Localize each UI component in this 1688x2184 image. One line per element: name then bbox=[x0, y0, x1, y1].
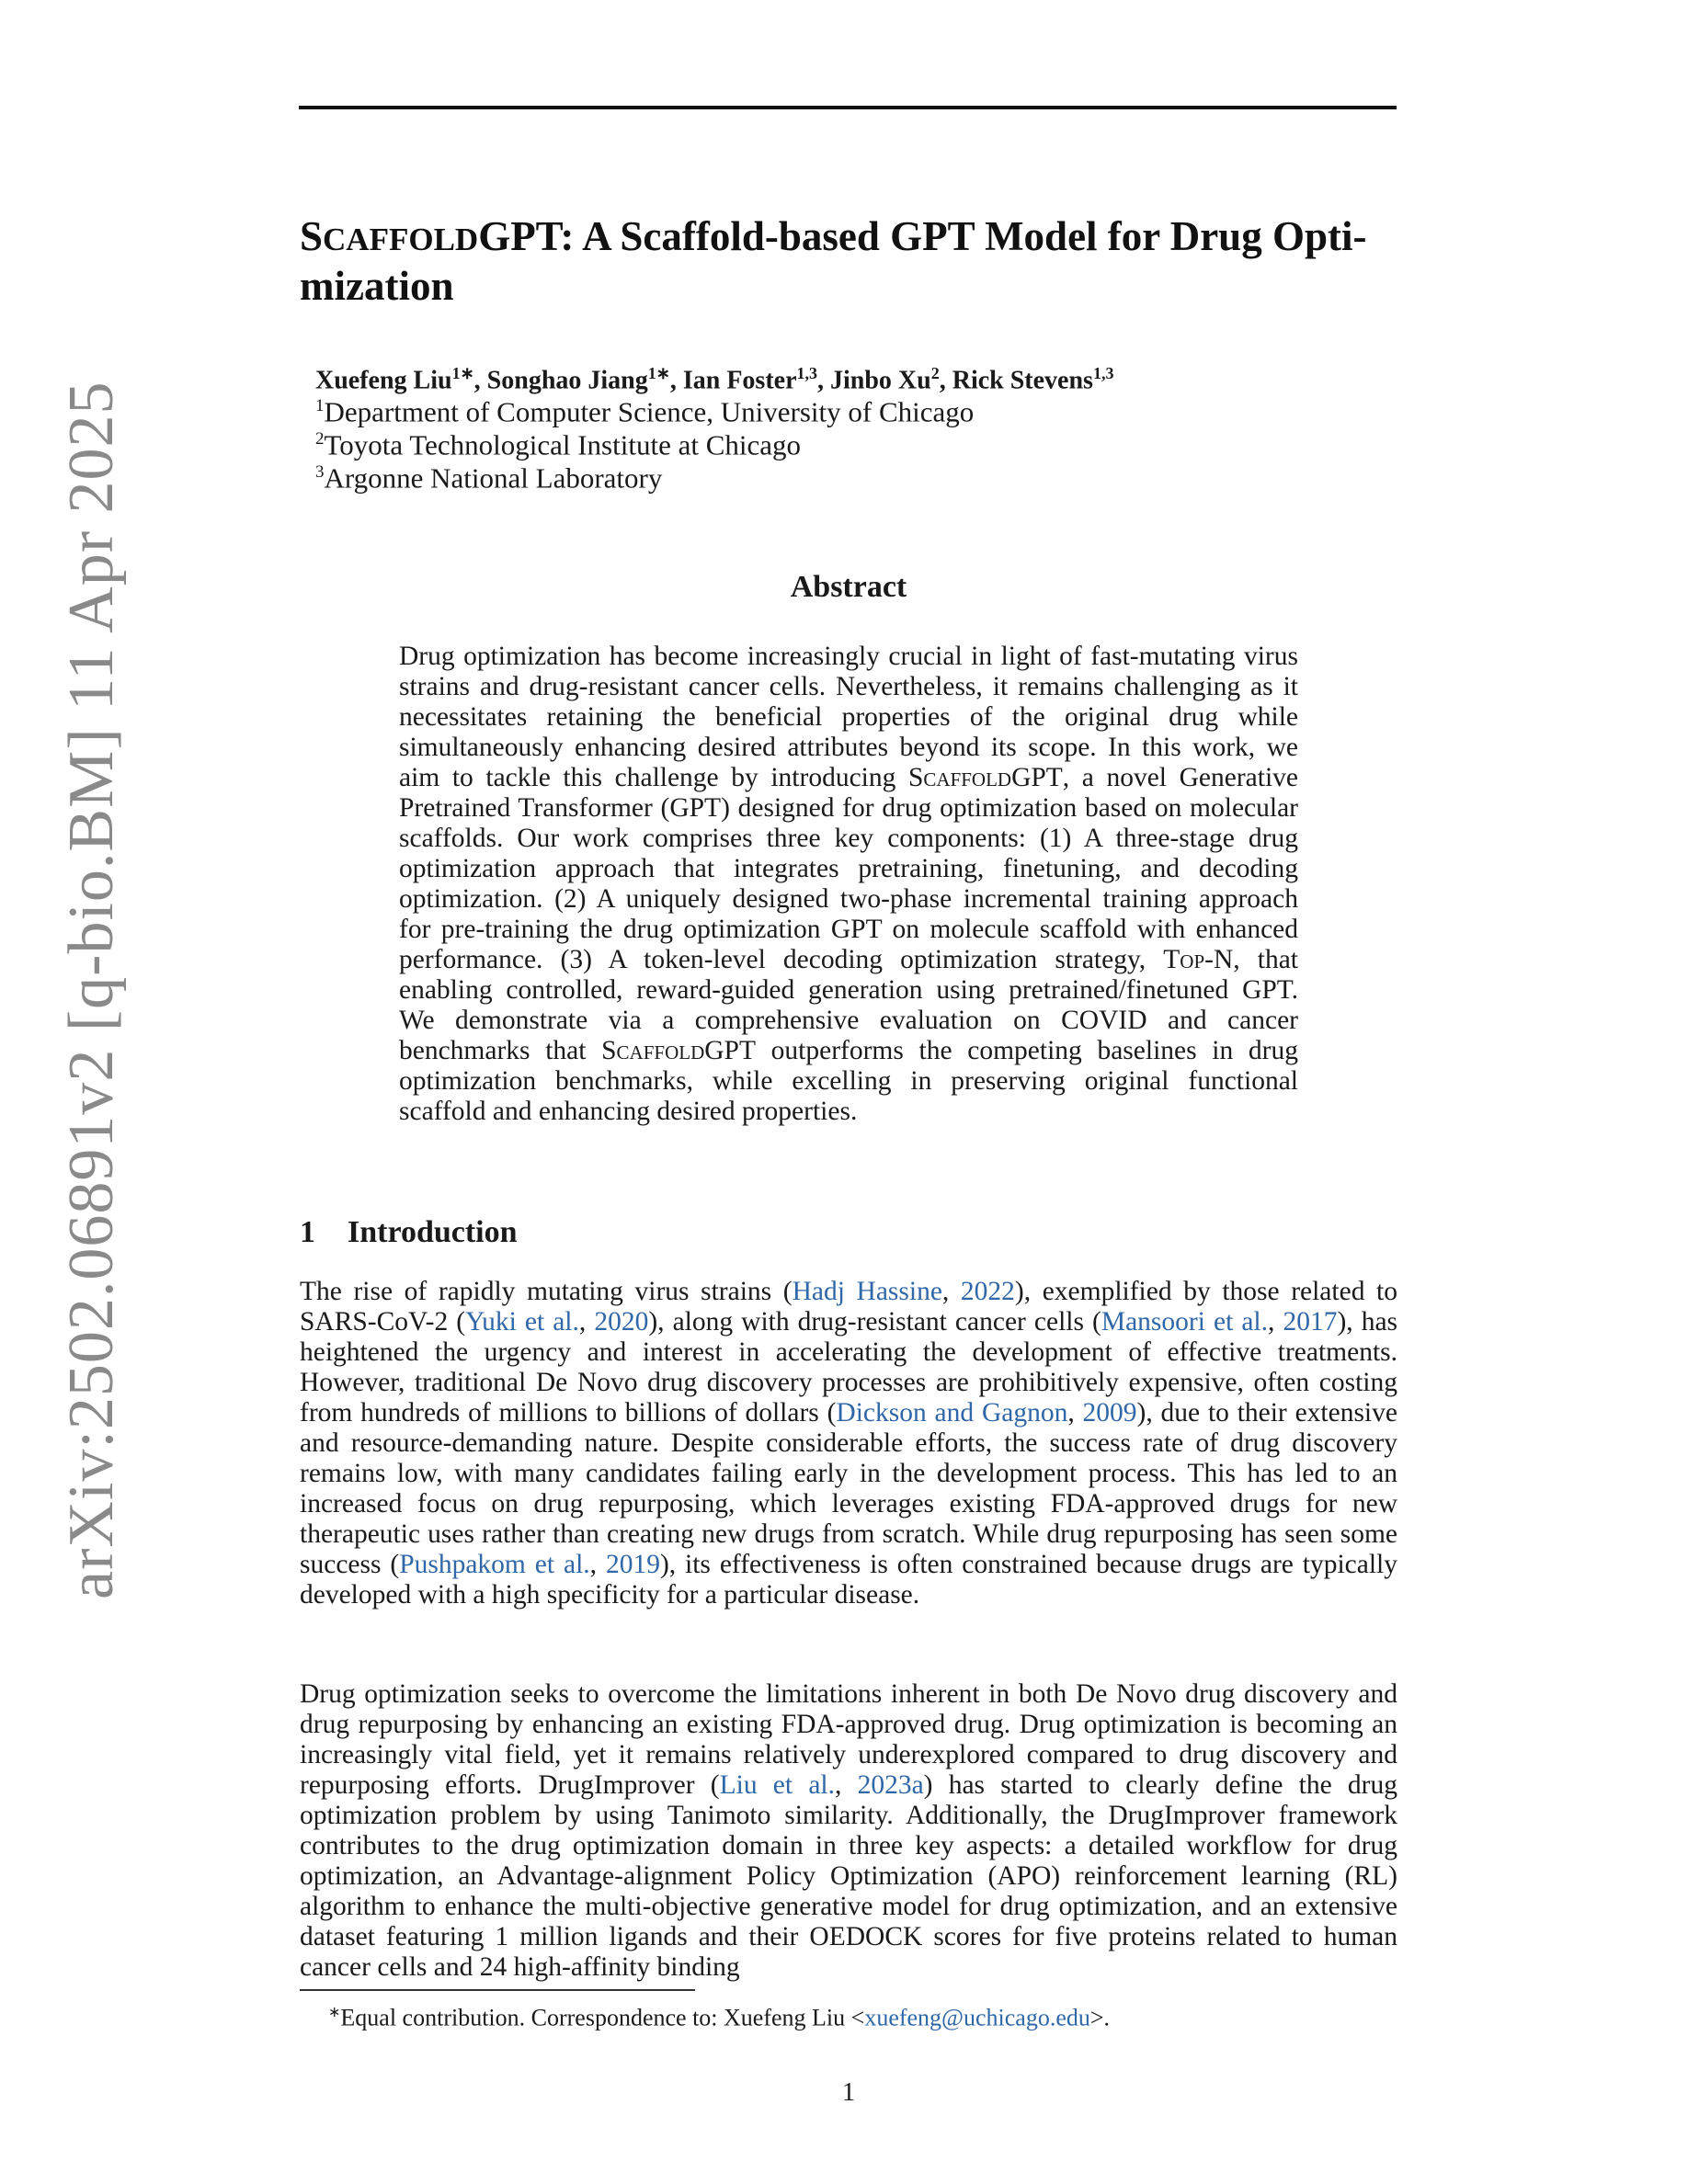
title-main: GPT: A Scaffold-based GPT Model for Drug Opti- bbox=[478, 213, 1367, 259]
arxiv-stamp: arXiv:2502.06891v2 [q-bio.BM] 11 Apr 2025 bbox=[56, 381, 127, 1599]
affiliation-text: Argonne National Laboratory bbox=[324, 461, 663, 495]
author-sup: 1∗ bbox=[647, 364, 670, 382]
citation-sep: , bbox=[1268, 1307, 1283, 1337]
citation-year-link[interactable]: 2022 bbox=[960, 1277, 1015, 1306]
abstract-heading: Abstract bbox=[790, 570, 907, 604]
footnote bbox=[328, 1999, 1395, 2032]
affiliation-sup: 2 bbox=[315, 429, 325, 449]
footnote-rule bbox=[300, 1989, 695, 1991]
top-rule bbox=[299, 106, 1397, 109]
body-paragraph bbox=[300, 1679, 1397, 1983]
author-name: Rick Stevens bbox=[952, 366, 1093, 395]
citation-link[interactable]: Mansoori et al. bbox=[1101, 1307, 1268, 1337]
citation-sep: , bbox=[589, 1550, 606, 1579]
body-text: ), its effectiveness is often constrained because drugs are typically developed with a high specificity for a particular disease. bbox=[300, 1550, 1397, 1610]
citation-link[interactable]: Pushpakom et al. bbox=[399, 1550, 590, 1579]
title-sc-rest: CAFFOLD bbox=[323, 222, 479, 257]
author-sup: 1,3 bbox=[1092, 364, 1114, 382]
body-text: ), along with drug-resistant cancer cells ( bbox=[648, 1307, 1101, 1337]
body-text: The rise of rapidly mutating virus strains ( bbox=[300, 1277, 793, 1306]
citation-year-link[interactable]: 2020 bbox=[594, 1307, 649, 1337]
abstract-text: , a novel Generative Pretrained Transformer (GPT) designed for drug optimization based on molecular scaffolds. Our work comprises three key components: (1) A three-stage drug optimization approach that integrates pretraining, finetuning, and decoding optimization. (2) A uniquely designed two-phase incremental training approach for pre-training the drug optimization GPT on molecule scaffold with enhanced performance. (3) A token-level decoding optimization strategy, bbox=[399, 763, 1299, 974]
affiliation-sup: 3 bbox=[315, 462, 325, 482]
email-link[interactable]: xuefeng@uchicago.edu bbox=[864, 2004, 1090, 2031]
citation-link[interactable]: Dickson and Gagnon bbox=[836, 1398, 1068, 1428]
page-number: 1 bbox=[841, 2077, 856, 2107]
model-name: ScaffoldGPT bbox=[601, 1036, 756, 1065]
author-name: Songhao Jiang bbox=[486, 366, 648, 395]
citation-link[interactable]: Yuki et al. bbox=[465, 1307, 579, 1337]
title-line2: mization bbox=[300, 263, 454, 309]
body-text: ) has started to clearly define the drug optimization problem by using Tanimoto similarity. Additionally, the DrugImprover framework contributes to the drug optimization domain in three key aspects: a detailed workflow for drug optimization, an Advantage-alignment Policy Optimization (APO) reinforcement learning (RL) algorithm to enhance the multi-objective generative model for drug optimization, and an extensive dataset featuring 1 million ligands and their OEDOCK scores for five proteins related to human cancer cells and 24 high-affinity binding bbox=[300, 1770, 1397, 1982]
author-name: Jinbo Xu bbox=[830, 366, 931, 395]
author-sup: 1∗ bbox=[451, 364, 474, 382]
abstract-text: , that enabling controlled, reward-guided generation using pretrained/finetuned GPT. We demonstrate via a comprehensive evaluation on COVID and cancer benchmarks that bbox=[399, 945, 1298, 1065]
citation-year-link[interactable]: 2017 bbox=[1283, 1307, 1338, 1337]
citation-sep: , bbox=[941, 1277, 961, 1306]
affiliation bbox=[315, 456, 1391, 495]
author-list: Xuefeng Liu$^{1∗}$, Songhao Jiang$^{1∗}$, Ian Foster$^{1,3}$, Jinbo Xu$^2$, Rick Stevens$^{1,3}$ bbox=[315, 364, 1114, 395]
author-sup: 2 bbox=[930, 364, 940, 382]
footnote-mark: ∗ bbox=[328, 2005, 341, 2020]
author-sup: 1,3 bbox=[796, 364, 817, 382]
citation-year-link[interactable]: 2009 bbox=[1082, 1398, 1137, 1428]
citation-sep: , bbox=[578, 1307, 595, 1337]
citation-link[interactable]: Liu et al. bbox=[719, 1770, 835, 1800]
abstract-text: Drug optimization has become increasingly crucial in light of fast-mutating virus strains and drug-resistant cancer cells. Nevertheless, it remains challenging as it necessitates retaining the beneficial properties of the original drug while simultaneously enhancing desired attributes beyond its scope. In this work, we aim to tackle this challenge by introducing bbox=[399, 642, 1298, 792]
citation-year-link[interactable]: 2019 bbox=[605, 1550, 660, 1579]
section-title: Introduction bbox=[348, 1215, 518, 1249]
body-text: ), exemplified by those related to SARS-CoV-2 ( bbox=[300, 1277, 1397, 1337]
abstract-body bbox=[399, 642, 1298, 1127]
citation-sep: , bbox=[834, 1770, 858, 1800]
author-name: Ian Foster bbox=[682, 366, 797, 395]
body-paragraph bbox=[300, 1277, 1397, 1610]
affiliation-text: Toyota Technological Institute at Chicago bbox=[324, 428, 802, 461]
affiliation-text: Department of Computer Science, University of Chicago bbox=[324, 395, 975, 428]
title-sc-first: S bbox=[300, 213, 324, 259]
model-name: ScaffoldGPT bbox=[907, 763, 1063, 792]
footnote-end: >. bbox=[1089, 2004, 1111, 2031]
paper-title bbox=[300, 213, 1403, 309]
citation-link[interactable]: Hadj Hassine bbox=[792, 1277, 942, 1306]
body-text: ), due to their extensive and resource-demanding nature. Despite considerable efforts, the success rate of drug discovery remains low, with many candidates failing early in the development process. This has led to an increased focus on drug repurposing, which leverages existing FDA-approved drugs for new therapeutic uses rather than creating new drugs from scratch. While drug repurposing has seen some success ( bbox=[300, 1398, 1397, 1579]
body-text: ), has heightened the urgency and interest in accelerating the development of effective treatments. However, traditional De Novo drug discovery processes are prohibitively expensive, often costing from hundreds of millions to billions of dollars ( bbox=[300, 1307, 1398, 1428]
section-number: 1 bbox=[300, 1215, 315, 1249]
footnote-text: Equal contribution. Correspondence to: Xuefeng Liu < bbox=[340, 2004, 865, 2031]
section-heading bbox=[300, 1215, 518, 1250]
affiliation-sup: 1 bbox=[315, 396, 325, 415]
citation-sep: , bbox=[1067, 1398, 1083, 1428]
abstract-text: outperforms the competing baselines in drug optimization benchmarks, while excelling in preserving original functional scaffold and enhancing desired properties. bbox=[399, 1036, 1298, 1126]
author-name: Xuefeng Liu bbox=[315, 366, 452, 395]
method-name: Top-N bbox=[1163, 945, 1234, 974]
citation-year-link[interactable]: 2023a bbox=[857, 1770, 924, 1800]
body-text: Drug optimization seeks to overcome the limitations inherent in both De Novo drug discovery and drug repurposing by enhancing an existing FDA-approved drug. Drug optimization is becoming an increasingly vital field, yet it remains relatively underexplored compared to drug discovery and repurposing efforts. DrugImprover ( bbox=[300, 1679, 1397, 1800]
